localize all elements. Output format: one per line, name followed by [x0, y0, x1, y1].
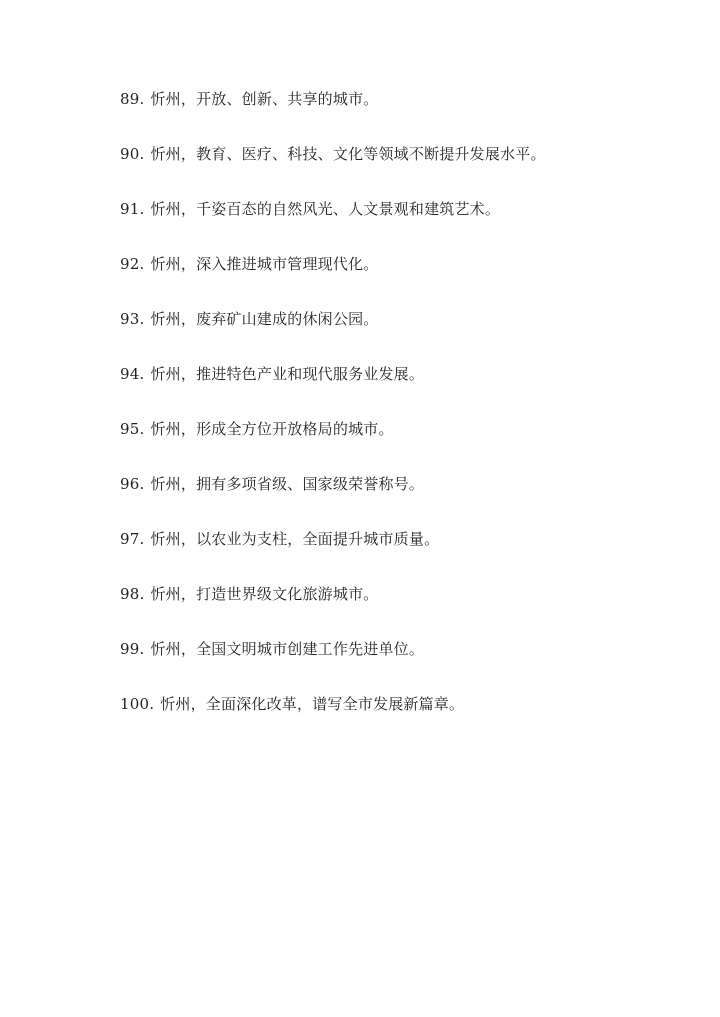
item-number: 99.	[120, 640, 145, 658]
item-number: 94.	[120, 365, 145, 383]
item-text: 忻州，全面深化改革，谱写全市发展新篇章。	[160, 695, 465, 713]
item-number: 97.	[120, 530, 145, 548]
list-item	[120, 471, 680, 526]
item-text: 忻州，废弃矿山建成的休闲公园。	[150, 310, 379, 328]
list-item	[120, 361, 680, 416]
list-item	[120, 306, 680, 361]
item-text: 忻州，开放、创新、共享的城市。	[150, 90, 379, 108]
numbered-list	[120, 86, 680, 746]
list-item	[120, 691, 680, 746]
item-number: 93.	[120, 310, 145, 328]
list-item	[120, 526, 680, 581]
item-number: 90.	[120, 145, 145, 163]
item-text: 忻州，以农业为支柱，全面提升城市质量。	[150, 530, 440, 548]
item-number: 92.	[120, 255, 145, 273]
item-number: 89.	[120, 90, 145, 108]
item-text: 忻州，千姿百态的自然风光、人文景观和建筑艺术。	[150, 200, 501, 218]
list-item	[120, 86, 680, 141]
item-number: 91.	[120, 200, 145, 218]
item-text: 忻州，形成全方位开放格局的城市。	[150, 420, 394, 438]
list-item	[120, 141, 680, 196]
item-number: 98.	[120, 585, 145, 603]
list-item	[120, 636, 680, 691]
item-text: 忻州，全国文明城市创建工作先进单位。	[150, 640, 425, 658]
list-item	[120, 581, 680, 636]
item-text: 忻州，推进特色产业和现代服务业发展。	[150, 365, 425, 383]
item-number: 96.	[120, 475, 145, 493]
list-item	[120, 196, 680, 251]
list-item	[120, 251, 680, 306]
item-text: 忻州，打造世界级文化旅游城市。	[150, 585, 379, 603]
list-item	[120, 416, 680, 471]
item-number: 100.	[120, 695, 155, 713]
item-text: 忻州，深入推进城市管理现代化。	[150, 255, 379, 273]
item-text: 忻州，教育、医疗、科技、文化等领域不断提升发展水平。	[150, 145, 546, 163]
item-text: 忻州，拥有多项省级、国家级荣誉称号。	[150, 475, 425, 493]
item-number: 95.	[120, 420, 145, 438]
